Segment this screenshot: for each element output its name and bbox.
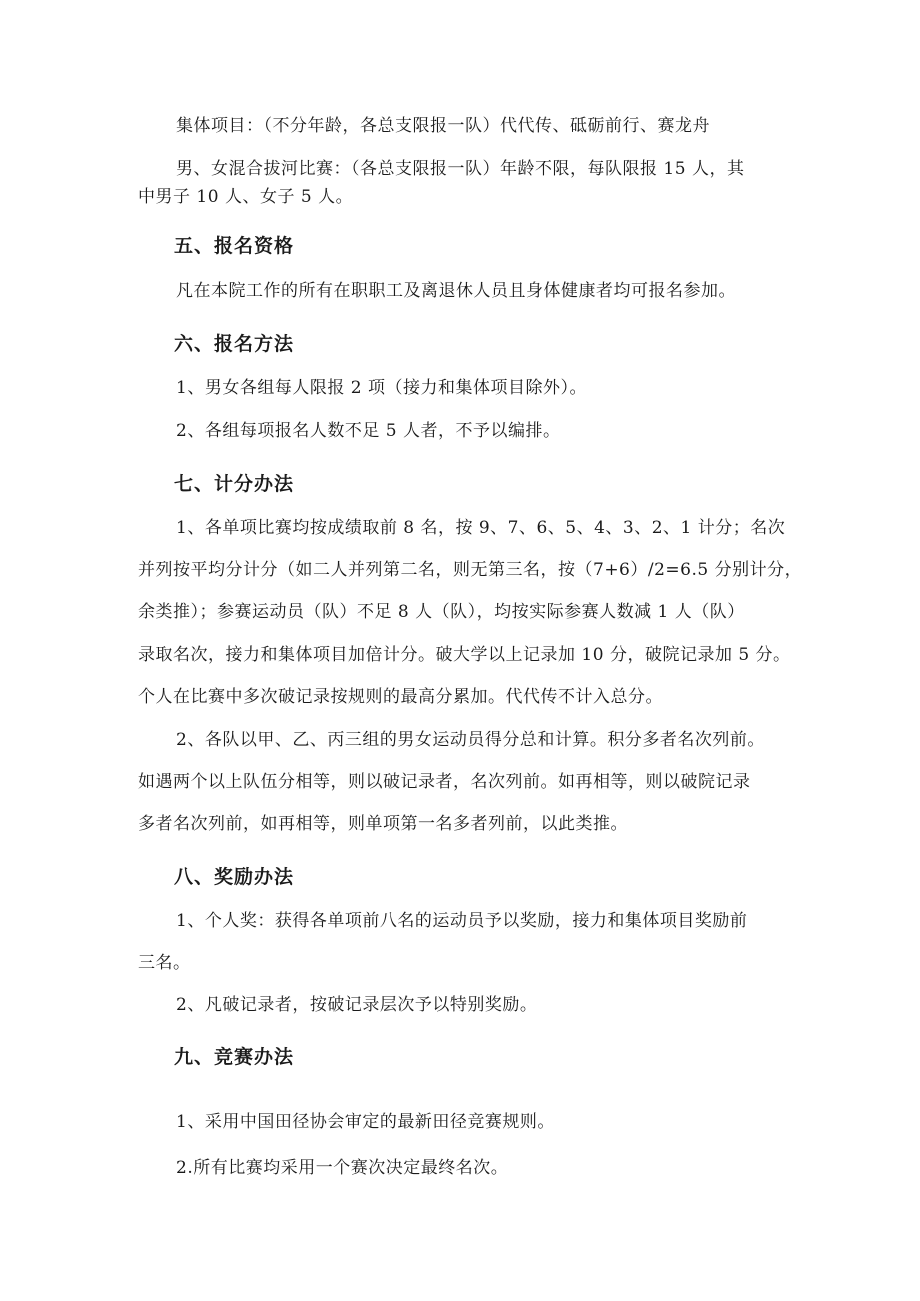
section-6-heading: 六、报名方法 <box>174 333 295 355</box>
section-9-item-1: 1、采用中国田径协会审定的最新田径竞赛规则。 <box>176 1112 555 1132</box>
section-7-item-1-line-1: 1、各单项比赛均按成绩取前 8 名，按 9、7、6、5、4、3、2、1 计分；名次 <box>176 518 786 538</box>
collective-events-line: 集体项目：（不分年龄，各总支限报一队）代代传、砥砺前行、赛龙舟 <box>176 116 710 136</box>
section-9-item-2: 2.所有比赛均采用一个赛次决定最终名次。 <box>176 1158 509 1178</box>
section-7-item-2-line-3: 多者名次列前，如再相等，则单项第一名多者列前，以此类推。 <box>138 814 628 834</box>
section-8-heading: 八、奖励办法 <box>174 866 295 888</box>
section-7-item-2-line-2: 如遇两个以上队伍分相等，则以破记录者，名次列前。如再相等，则以破院记录 <box>138 772 751 792</box>
section-7-heading: 七、计分办法 <box>174 473 295 495</box>
section-6-item-2: 2、各组每项报名人数不足 5 人者，不予以编排。 <box>176 421 561 441</box>
tug-of-war-line-2: 中男子 10 人、女子 5 人。 <box>138 187 354 207</box>
section-5-paragraph: 凡在本院工作的所有在职职工及离退休人员且身体健康者均可报名参加。 <box>176 281 736 301</box>
tug-of-war-line-1: 男、女混合拔河比赛：（各总支限报一队）年龄不限，每队限报 15 人，其 <box>176 159 745 179</box>
section-7-item-1-line-5: 个人在比赛中多次破记录按规则的最高分累加。代代传不计入总分。 <box>138 687 663 707</box>
section-7-item-1-line-3: 余类推）；参赛运动员（队）不足 8 人（队），均按实际参赛人数减 1 人（队） <box>138 602 745 622</box>
section-9-heading: 九、竞赛办法 <box>174 1046 295 1068</box>
section-8-item-1-line-2: 三名。 <box>138 953 191 973</box>
section-5-heading: 五、报名资格 <box>174 235 295 257</box>
section-7-item-1-line-2: 并列按平均分计分（如二人并列第二名，则无第三名，按（7+6）/2=6.5 分别计分， <box>138 560 803 580</box>
section-7-item-2-line-1: 2、各队以甲、乙、丙三组的男女运动员得分总和计算。积分多者名次列前。 <box>176 730 765 750</box>
section-8-item-2: 2、凡破记录者，按破记录层次予以特别奖励。 <box>176 995 538 1015</box>
section-8-item-1-line-1: 1、个人奖：获得各单项前八名的运动员予以奖励，接力和集体项目奖励前 <box>176 911 748 931</box>
section-7-item-1-line-4: 录取名次，接力和集体项目加倍计分。破大学以上记录加 10 分，破院记录加 5 分。 <box>138 645 791 665</box>
section-6-item-1: 1、男女各组每人限报 2 项（接力和集体项目除外）。 <box>176 378 587 398</box>
